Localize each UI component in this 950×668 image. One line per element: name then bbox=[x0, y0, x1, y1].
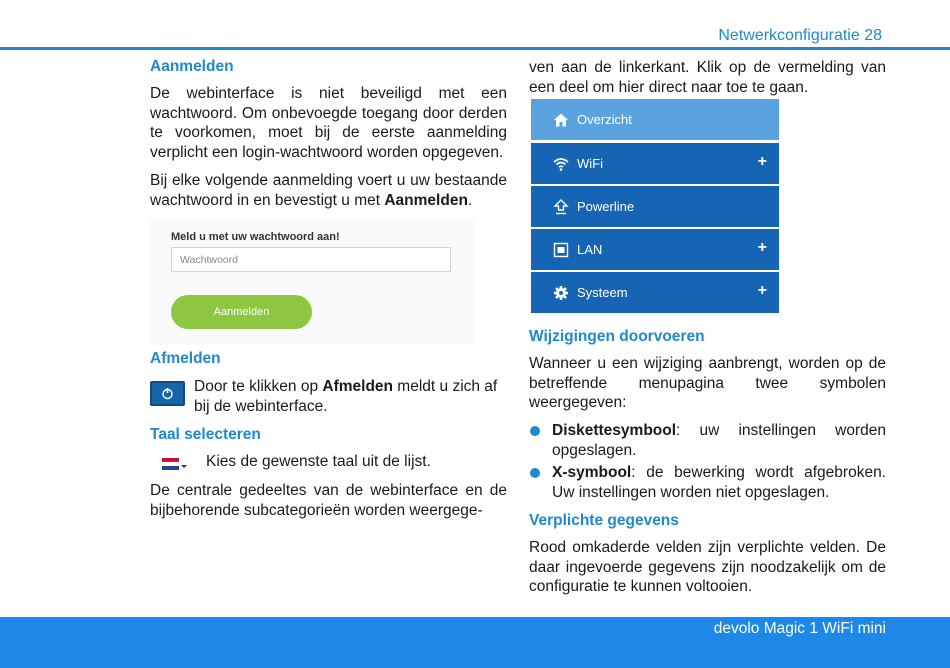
gear-icon bbox=[553, 285, 569, 301]
logout-text: Door te klikken op Afmelden meldt u zich af bij de webinterface. bbox=[194, 378, 498, 415]
logout-icon[interactable] bbox=[150, 381, 185, 406]
language-heading: Taal selecteren bbox=[150, 426, 261, 443]
navigation-menu-screenshot bbox=[531, 99, 779, 319]
expand-plus-icon[interactable]: + bbox=[757, 153, 767, 170]
login-paragraph-1: De webinterface is niet beveiligd met een wachtwoord. Om onbevoegde toegang door derden te voorkomen, moet bij de eerste aanmelding verplicht een login-wachtwoord worden opgegeven. bbox=[150, 85, 507, 161]
changes-heading: Wijzigingen doorvoeren bbox=[529, 328, 705, 345]
required-text: Rood omkaderde velden zijn verplichte velden. De daar ingevoerde gegevens zijn noodzakelijk om de configuratie te kunnen voltooien. bbox=[529, 539, 886, 595]
flag-nl-icon[interactable] bbox=[162, 457, 190, 471]
menu-item-systeem[interactable]: Systeem + bbox=[531, 272, 779, 313]
bullet-dot bbox=[530, 468, 540, 478]
menu-item-lan[interactable]: LAN + bbox=[531, 229, 779, 270]
login-heading: Aanmelden bbox=[150, 58, 234, 75]
menu-item-wifi[interactable]: WiFi + bbox=[531, 143, 779, 184]
list-item-x-symbol: X-symbool: de bewerking wordt afgebroken. Uw instellingen worden niet opgeslagen. bbox=[529, 463, 886, 502]
expand-plus-icon[interactable]: + bbox=[757, 239, 767, 256]
required-heading: Verplichte gegevens bbox=[529, 512, 679, 529]
bullet-dot bbox=[530, 426, 540, 436]
footer-product-name: devolo Magic 1 WiFi mini bbox=[713, 620, 886, 637]
home-icon bbox=[553, 112, 569, 128]
login-paragraph-2: Bij elke volgende aanmelding voert u uw bestaande wachtwoord in en bevestigt u met Aanmelden. bbox=[150, 172, 507, 209]
password-field[interactable]: Wachtwoord bbox=[171, 247, 451, 272]
login-screenshot bbox=[150, 219, 475, 345]
logout-heading: Afmelden bbox=[150, 350, 221, 367]
login-button[interactable]: Aanmelden bbox=[171, 295, 312, 329]
changes-text: Wanneer u een wijziging aanbrengt, worden op de betreffende menupagina twee symbolen weergegeven: bbox=[529, 355, 886, 411]
page-header-title: Netwerkconfiguratie 28 bbox=[718, 27, 882, 44]
list-item-diskette: Diskettesymbool: uw instellingen worden opgeslagen. bbox=[529, 421, 886, 460]
login-prompt-label: Meld u met uw wachtwoord aan! bbox=[171, 231, 340, 243]
wifi-icon bbox=[553, 156, 569, 172]
lan-icon bbox=[553, 242, 569, 258]
header-divider bbox=[0, 47, 950, 50]
menu-item-powerline[interactable]: Powerline bbox=[531, 186, 779, 227]
language-text: Kies de gewenste taal uit de lijst. bbox=[206, 453, 431, 470]
powerline-icon bbox=[553, 199, 569, 215]
central-sections-text: De centrale gedeeltes van de webinterface en de bijbehorende subcategorieën worden weergege- bbox=[150, 482, 507, 519]
intro-text: ven aan de linkerkant. Klik op de vermelding van een deel om hier direct naar toe te gaan. bbox=[529, 59, 886, 96]
expand-plus-icon[interactable]: + bbox=[757, 282, 767, 299]
menu-item-overzicht[interactable]: Overzicht bbox=[531, 99, 779, 140]
